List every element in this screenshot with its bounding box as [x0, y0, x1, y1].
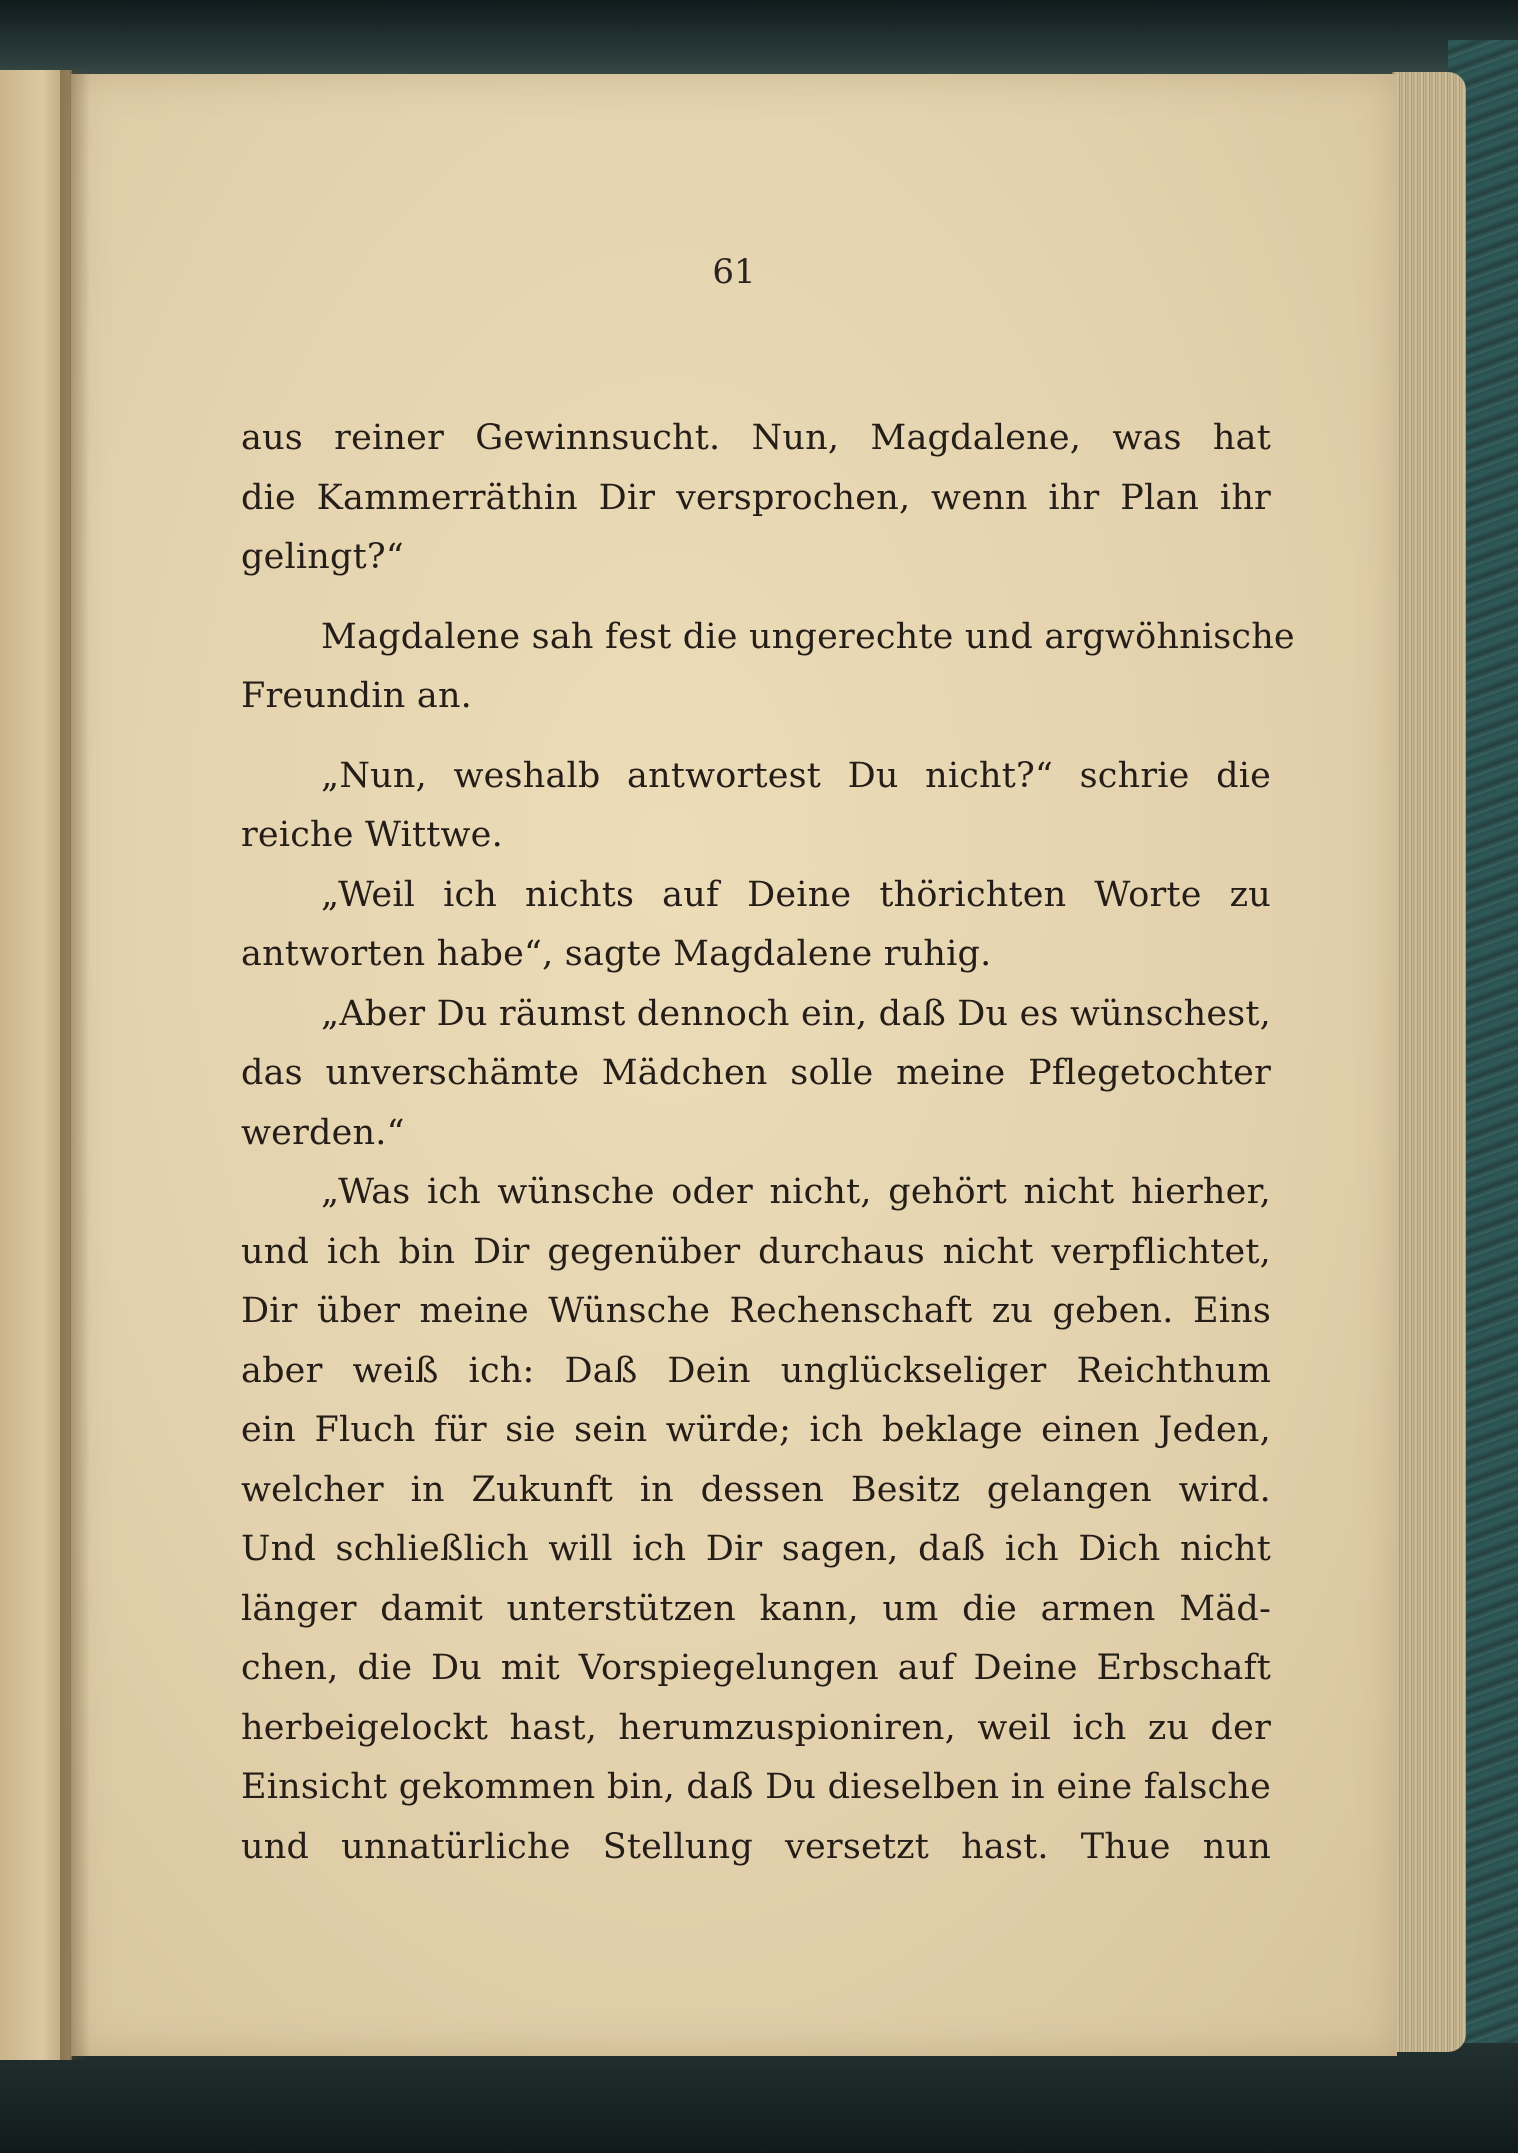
text-line: „Was ich wünsche oder nicht, gehört nicht hierher,: [321, 1172, 1271, 1212]
text-line: „Aber Du räumst dennoch ein, daß Du es wünschest,: [321, 993, 1271, 1034]
text-line: welcher in Zukunft in dessen Besitz gelangen wird.: [241, 1469, 1271, 1510]
text-line: länger damit unterstützen kann, um die armen Mäd-: [241, 1588, 1271, 1629]
text-line: das unverschämte Mädchen solle meine Pflegetochter: [241, 1053, 1271, 1093]
text-line: Dir über meine Wünsche Rechenschaft zu geben. Eins: [241, 1291, 1271, 1331]
text-line: „Nun, weshalb antwortest Du nicht?“ schrie die: [321, 755, 1271, 796]
text-line: aber weiß ich: Daß Dein unglückseliger Reichthum: [241, 1350, 1271, 1391]
text-line: aus reiner Gewinnsucht. Nun, Magdalene, was hat: [241, 418, 1271, 458]
text-line: Einsicht gekommen bin, daß Du dieselben in eine falsche: [241, 1767, 1271, 1807]
text-line: antworten habe“, sagte Magdalene ruhig.: [241, 934, 992, 974]
text-line: chen, die Du mit Vorspiegelungen auf Deine Erbschaft: [241, 1648, 1271, 1688]
text-line: die Kammerräthin Dir versprochen, wenn ihr Plan ihr: [241, 477, 1271, 518]
text-line: Und schließlich will ich Dir sagen, daß ich Dich nicht: [241, 1529, 1271, 1569]
text-line: ein Fluch für sie sein würde; ich beklage einen Jeden,: [241, 1410, 1271, 1450]
text-line: und unnatürliche Stellung versetzt hast. Thue nun: [241, 1826, 1271, 1867]
page-stack-edges: [1392, 72, 1466, 2052]
text-line: werden.“: [241, 1112, 405, 1153]
text-line: Freundin an.: [241, 676, 473, 716]
text-line: „Weil ich nichts auf Deine thörichten Worte zu: [321, 874, 1271, 915]
text-line: gelingt?“: [241, 537, 404, 577]
spine-shadow: [60, 70, 90, 2060]
text-line: herbeigelockt hast, herumzuspioniren, weil ich zu der: [241, 1707, 1271, 1748]
page-number: 61: [712, 252, 756, 292]
text-line: Magdalene sah fest die ungerechte und argwöhnische: [321, 616, 1295, 657]
background-top: [0, 0, 1518, 80]
background-bottom: [0, 2043, 1518, 2153]
text-line: und ich bin Dir gegenüber durchaus nicht verpflichtet,: [241, 1231, 1271, 1272]
book-page: [70, 74, 1397, 2056]
text-line: reiche Wittwe.: [241, 815, 503, 855]
page-text: [241, 409, 1295, 1877]
